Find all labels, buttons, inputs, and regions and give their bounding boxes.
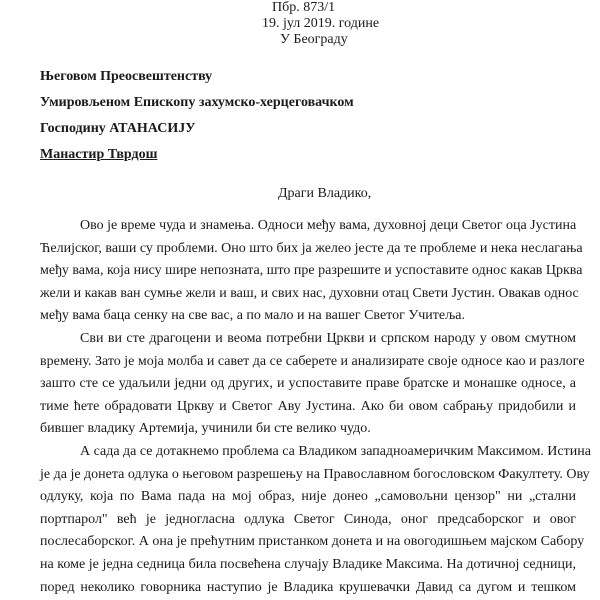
body-line: је да је донета одлука о његовом разрешењу на Православном богословском Факултету. Ову — [40, 466, 590, 482]
body-line: жели и какав ван сумње жели и ваш, и свих нас, духовни отац Свети Јустин. Овакав однос — [40, 285, 579, 301]
body-line: зашто сте се удаљили једни од других, и успоставите праве братске и монашке односе, а — [40, 376, 576, 392]
address-line-3: Господину АТАНАСИЈУ — [40, 121, 196, 136]
salutation: Драги Владико, — [278, 186, 372, 201]
body-line: бившег владику Артемија, учинили би сте велико чудо. — [40, 421, 371, 437]
body-line: међу вама, која нису шире непозната, што пре разрешите и успоставите однос какав Црква — [40, 263, 583, 279]
address-line-2: Умировљеном Епископу захумско-херцеговачком — [40, 95, 354, 110]
reference-number: Пбр. 873/1 — [272, 0, 336, 15]
body-line: на коме је једна седница била посвећена случају Владике Максима. На дотичној седници, — [40, 556, 576, 572]
letter-body — [40, 215, 591, 599]
body-line: Ово је време чуда и знамења. Односи међу вама, духовној деци Светог оца Јустина — [80, 218, 577, 233]
body-line: Ћелијског, ваши су проблеми. Оно што бих ја желео јесте да те проблеме и нека неслагања — [40, 240, 583, 256]
address-line-4: Манастир Тврдош — [40, 147, 158, 162]
body-line: времену. Зато је моја молба и савет да се саберете и анализирате своје односе као и разлоге — [40, 353, 585, 369]
body-line: међу вама баца сенку на све вас, а по мало и на вашег Светог Учитеља. — [40, 308, 465, 324]
recipient-address — [40, 68, 354, 172]
address-line-1: Његовом Преосвештенству — [40, 69, 213, 84]
letter-header — [262, 0, 379, 48]
body-line: тиме ћете обрадовати Цркву и Светог Аву Јустина. Ако би овом сабрању придобили и — [40, 398, 576, 414]
body-line: портпарол" већ је једногласна одлука Светог Синода, оног предсаборског и овог — [40, 511, 576, 527]
body-line: А сада да се дотакнемо проблема са Владиком западноамеричким Максимом. Истина — [80, 443, 591, 459]
letter-place: У Београду — [280, 32, 348, 47]
body-line: одлуку, која по Вама пада на мој образ, није донео „самовољни цензор" ни „стални — [40, 489, 576, 505]
letter-date: 19. јул 2019. године — [262, 16, 380, 31]
body-line: поред неколико говорника наступио је Владика крушевачки Давид са дугом и тешком — [40, 579, 576, 595]
body-line: Сви ви сте драгоцени и веома потребни Цркви и српском народу у овом смутном — [80, 330, 576, 346]
body-line: послесаборског. А она је прећутним пристанком донета и на овогодишњем мајском Сабору — [40, 534, 585, 550]
